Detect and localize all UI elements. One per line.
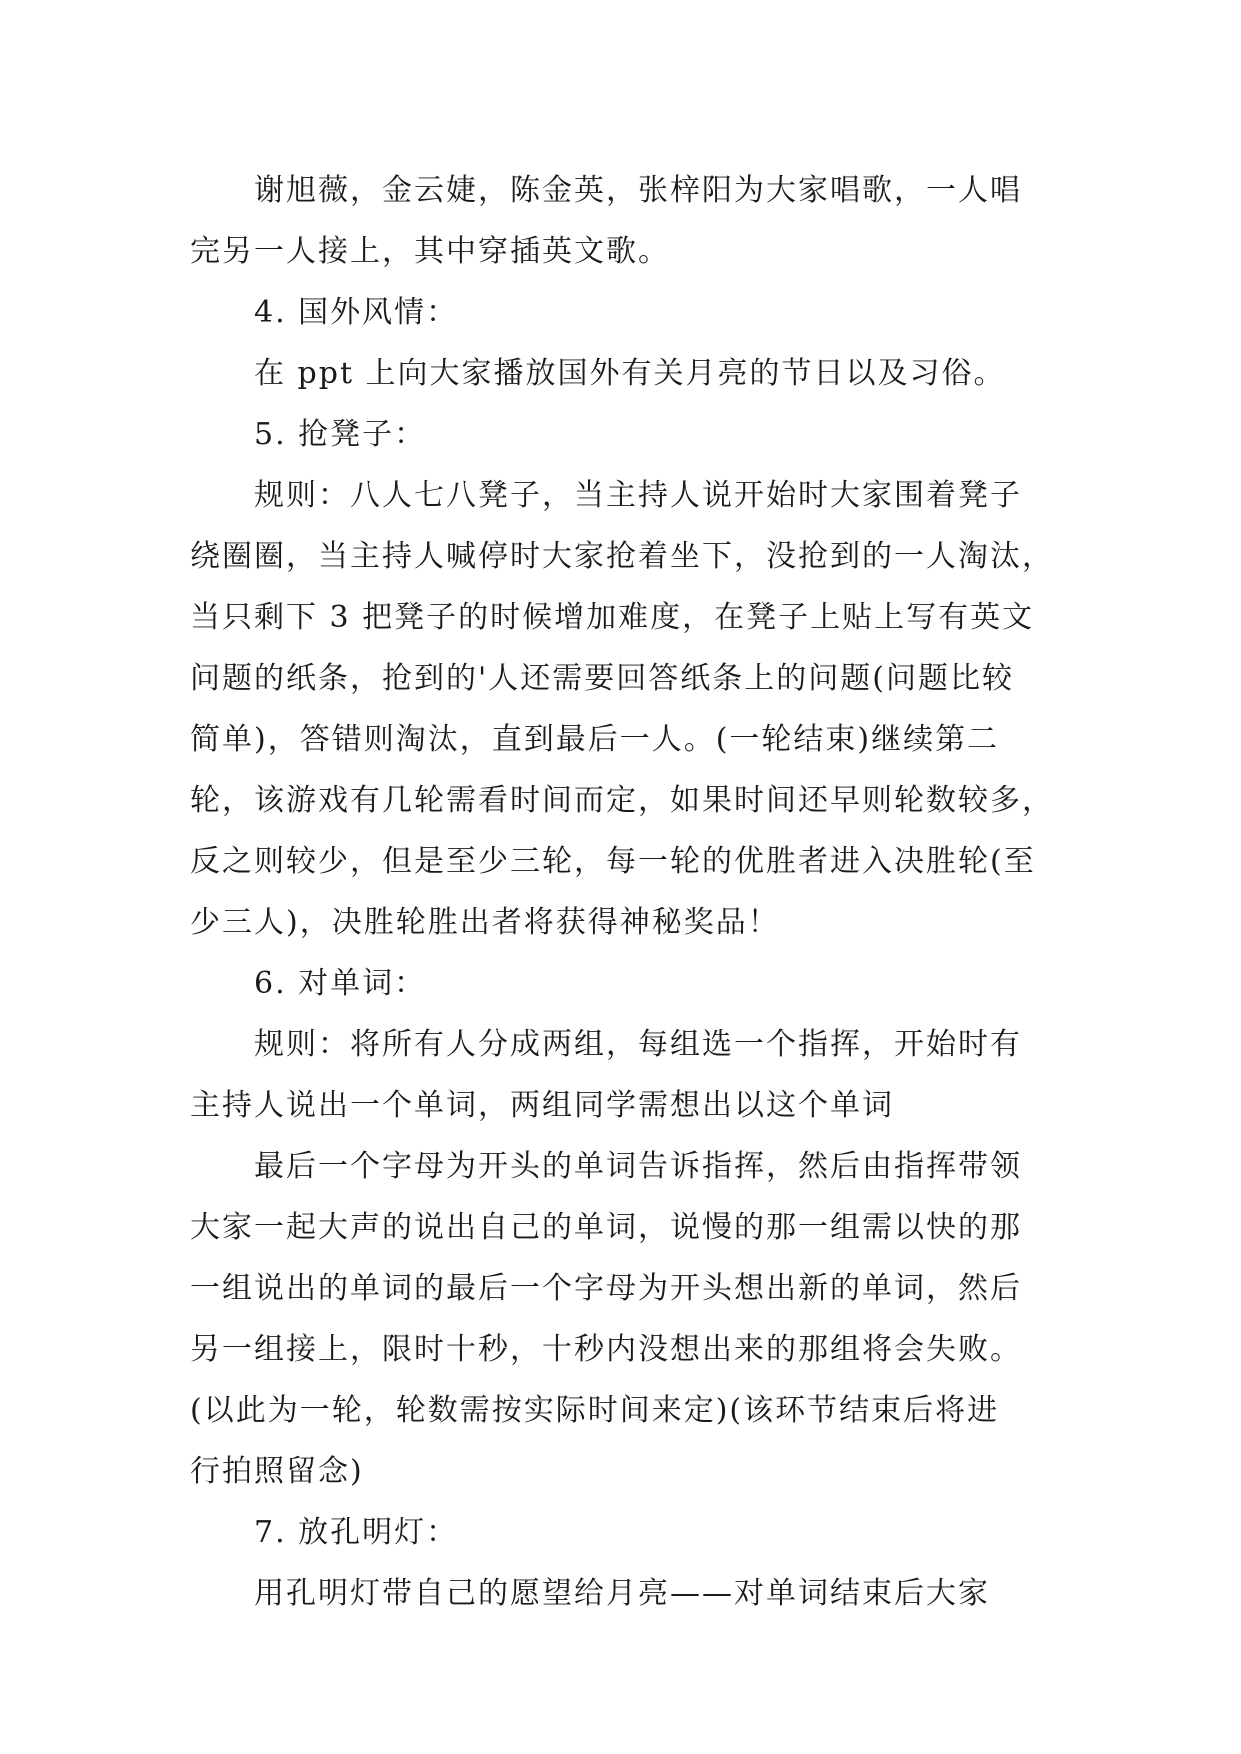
text-line: 最后一个字母为开头的单词告诉指挥，然后由指挥带领 <box>254 1149 1022 1184</box>
section-heading-chairs: 5. 抢凳子： <box>254 417 427 452</box>
text-line: 轮，该游戏有几轮需看时间而定，如果时间还早则轮数较多， <box>190 783 1054 818</box>
text-line: 问题的纸条，抢到的'人还需要回答纸条上的问题(问题比较 <box>190 661 1014 696</box>
text-line: 完另一人接上，其中穿插英文歌。 <box>190 234 670 269</box>
text-line: 在 ppt 上向大家播放国外有关月亮的节日以及习俗。 <box>254 356 1006 391</box>
text-line: 用孔明灯带自己的愿望给月亮——对单词结束后大家 <box>254 1576 990 1611</box>
text-line: 另一组接上，限时十秒，十秒内没想出来的那组将会失败。 <box>190 1332 1022 1367</box>
text-line: 当只剩下 3 把凳子的时候增加难度，在凳子上贴上写有英文 <box>190 600 1035 635</box>
text-line: 行拍照留念) <box>190 1454 364 1489</box>
text-line: 少三人)，决胜轮胜出者将获得神秘奖品！ <box>190 905 780 940</box>
section-heading-lanterns: 7. 放孔明灯： <box>254 1515 459 1550</box>
section-heading-words: 6. 对单词： <box>254 966 427 1001</box>
text-line: 大家一起大声的说出自己的单词，说慢的那一组需以快的那 <box>190 1210 1022 1245</box>
text-line: 规则：八人七八凳子，当主持人说开始时大家围着凳子 <box>254 478 1022 513</box>
text-line: (以此为一轮，轮数需按实际时间来定)(该环节结束后将进 <box>190 1393 1000 1428</box>
text-line: 谢旭薇，金云婕，陈金英，张梓阳为大家唱歌，一人唱 <box>254 173 1022 208</box>
text-line: 主持人说出一个单词，两组同学需想出以这个单词 <box>190 1088 894 1123</box>
text-line: 反之则较少，但是至少三轮，每一轮的优胜者进入决胜轮(至 <box>190 844 1036 879</box>
document-body <box>190 160 1052 1624</box>
text-line: 规则：将所有人分成两组，每组选一个指挥，开始时有 <box>254 1027 1022 1062</box>
text-line: 绕圈圈，当主持人喊停时大家抢着坐下，没抢到的一人淘汰， <box>190 539 1054 574</box>
section-heading-international: 4. 国外风情： <box>254 295 459 330</box>
text-line: 简单)，答错则淘汰，直到最后一人。(一轮结束)继续第二 <box>190 722 1000 757</box>
text-line: 一组说出的单词的最后一个字母为开头想出新的单词，然后 <box>190 1271 1022 1306</box>
